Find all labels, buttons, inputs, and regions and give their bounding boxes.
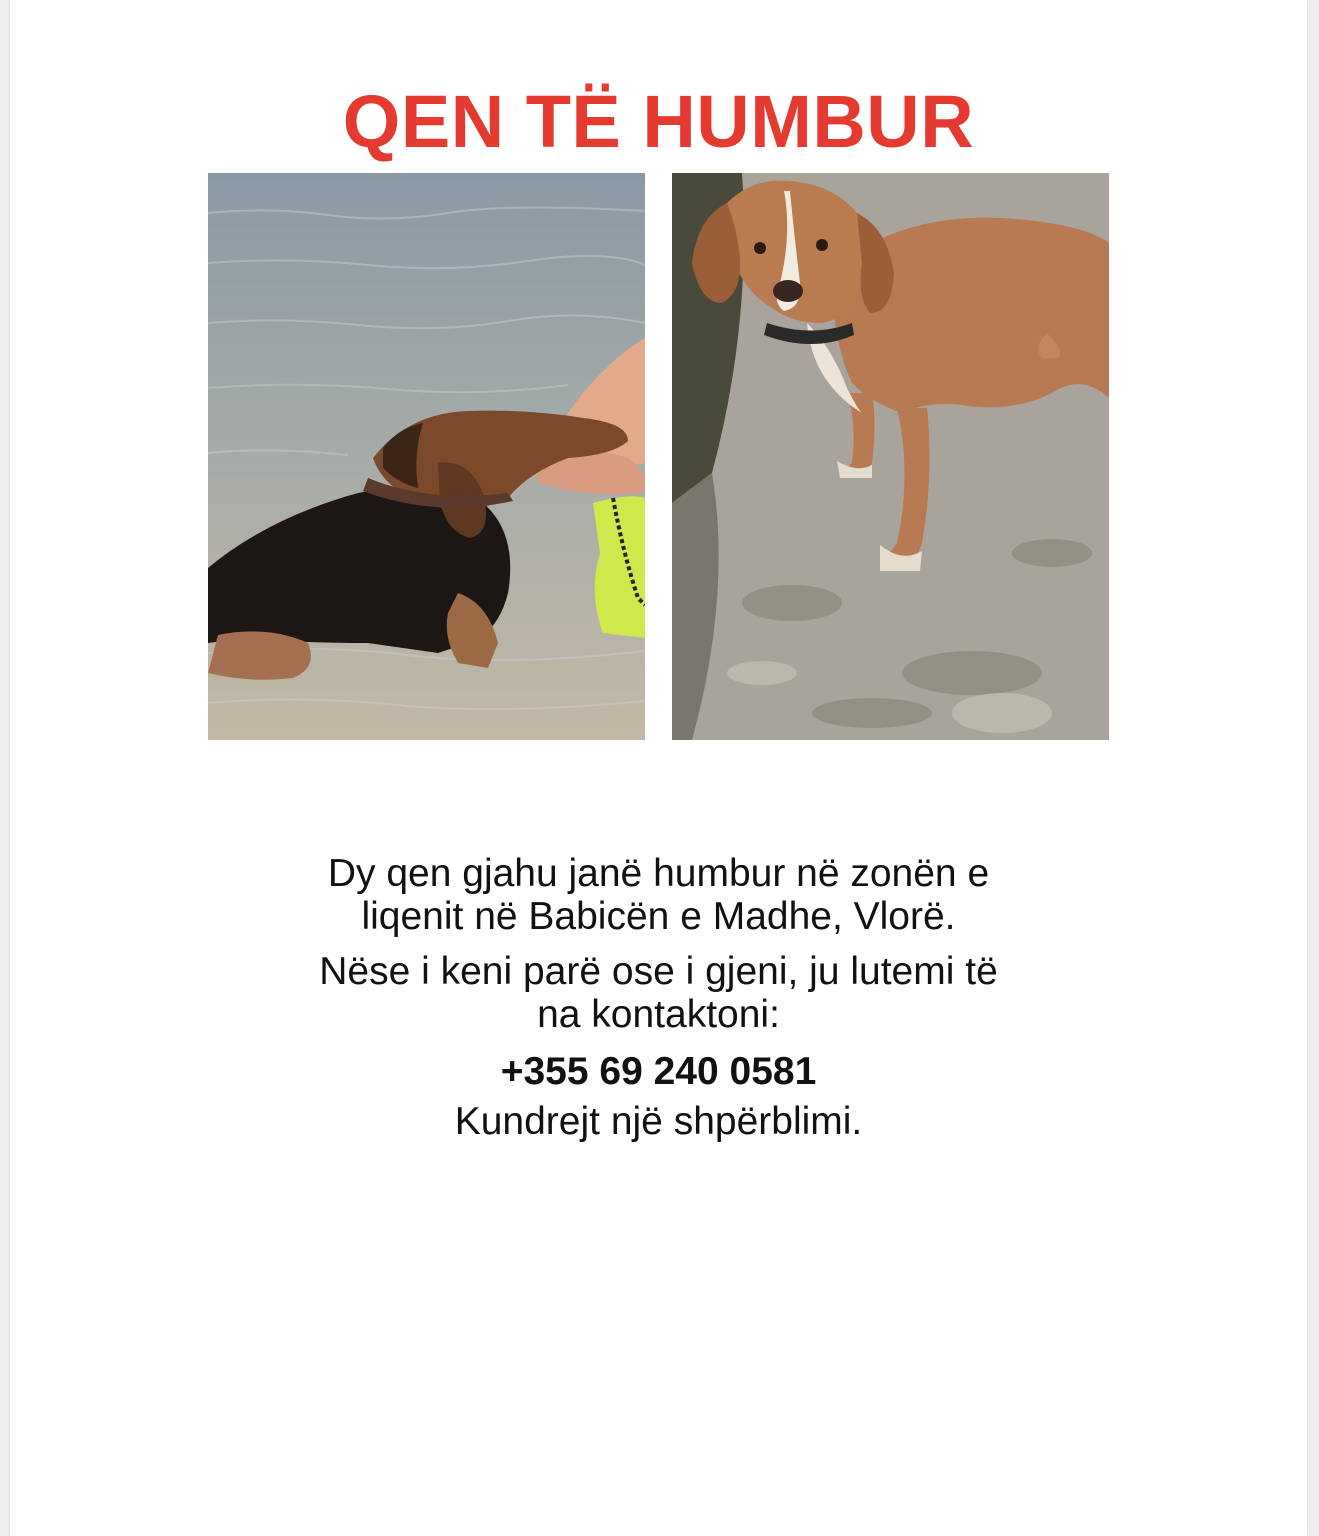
request-line: Nëse i keni parë ose i gjeni, ju lutemi të [319,950,998,993]
phone-number: +355 69 240 0581 [500,1050,817,1093]
dog-photo-pavement [672,173,1109,740]
poster-title: QEN TË HUMBUR [342,80,975,163]
reward-text: Kundrejt një shpërblimi. [454,1100,863,1143]
poster-page [10,0,1307,1536]
description-line: liqenit në Babicën e Madhe, Vlorë. [361,895,956,938]
description-text [10,852,1307,938]
contact-request-text [10,950,1307,1036]
dog-photo-water [208,173,645,740]
request-line: na kontaktoni: [537,993,780,1036]
description-line: Dy qen gjahu janë humbur në zonën e [327,852,990,895]
